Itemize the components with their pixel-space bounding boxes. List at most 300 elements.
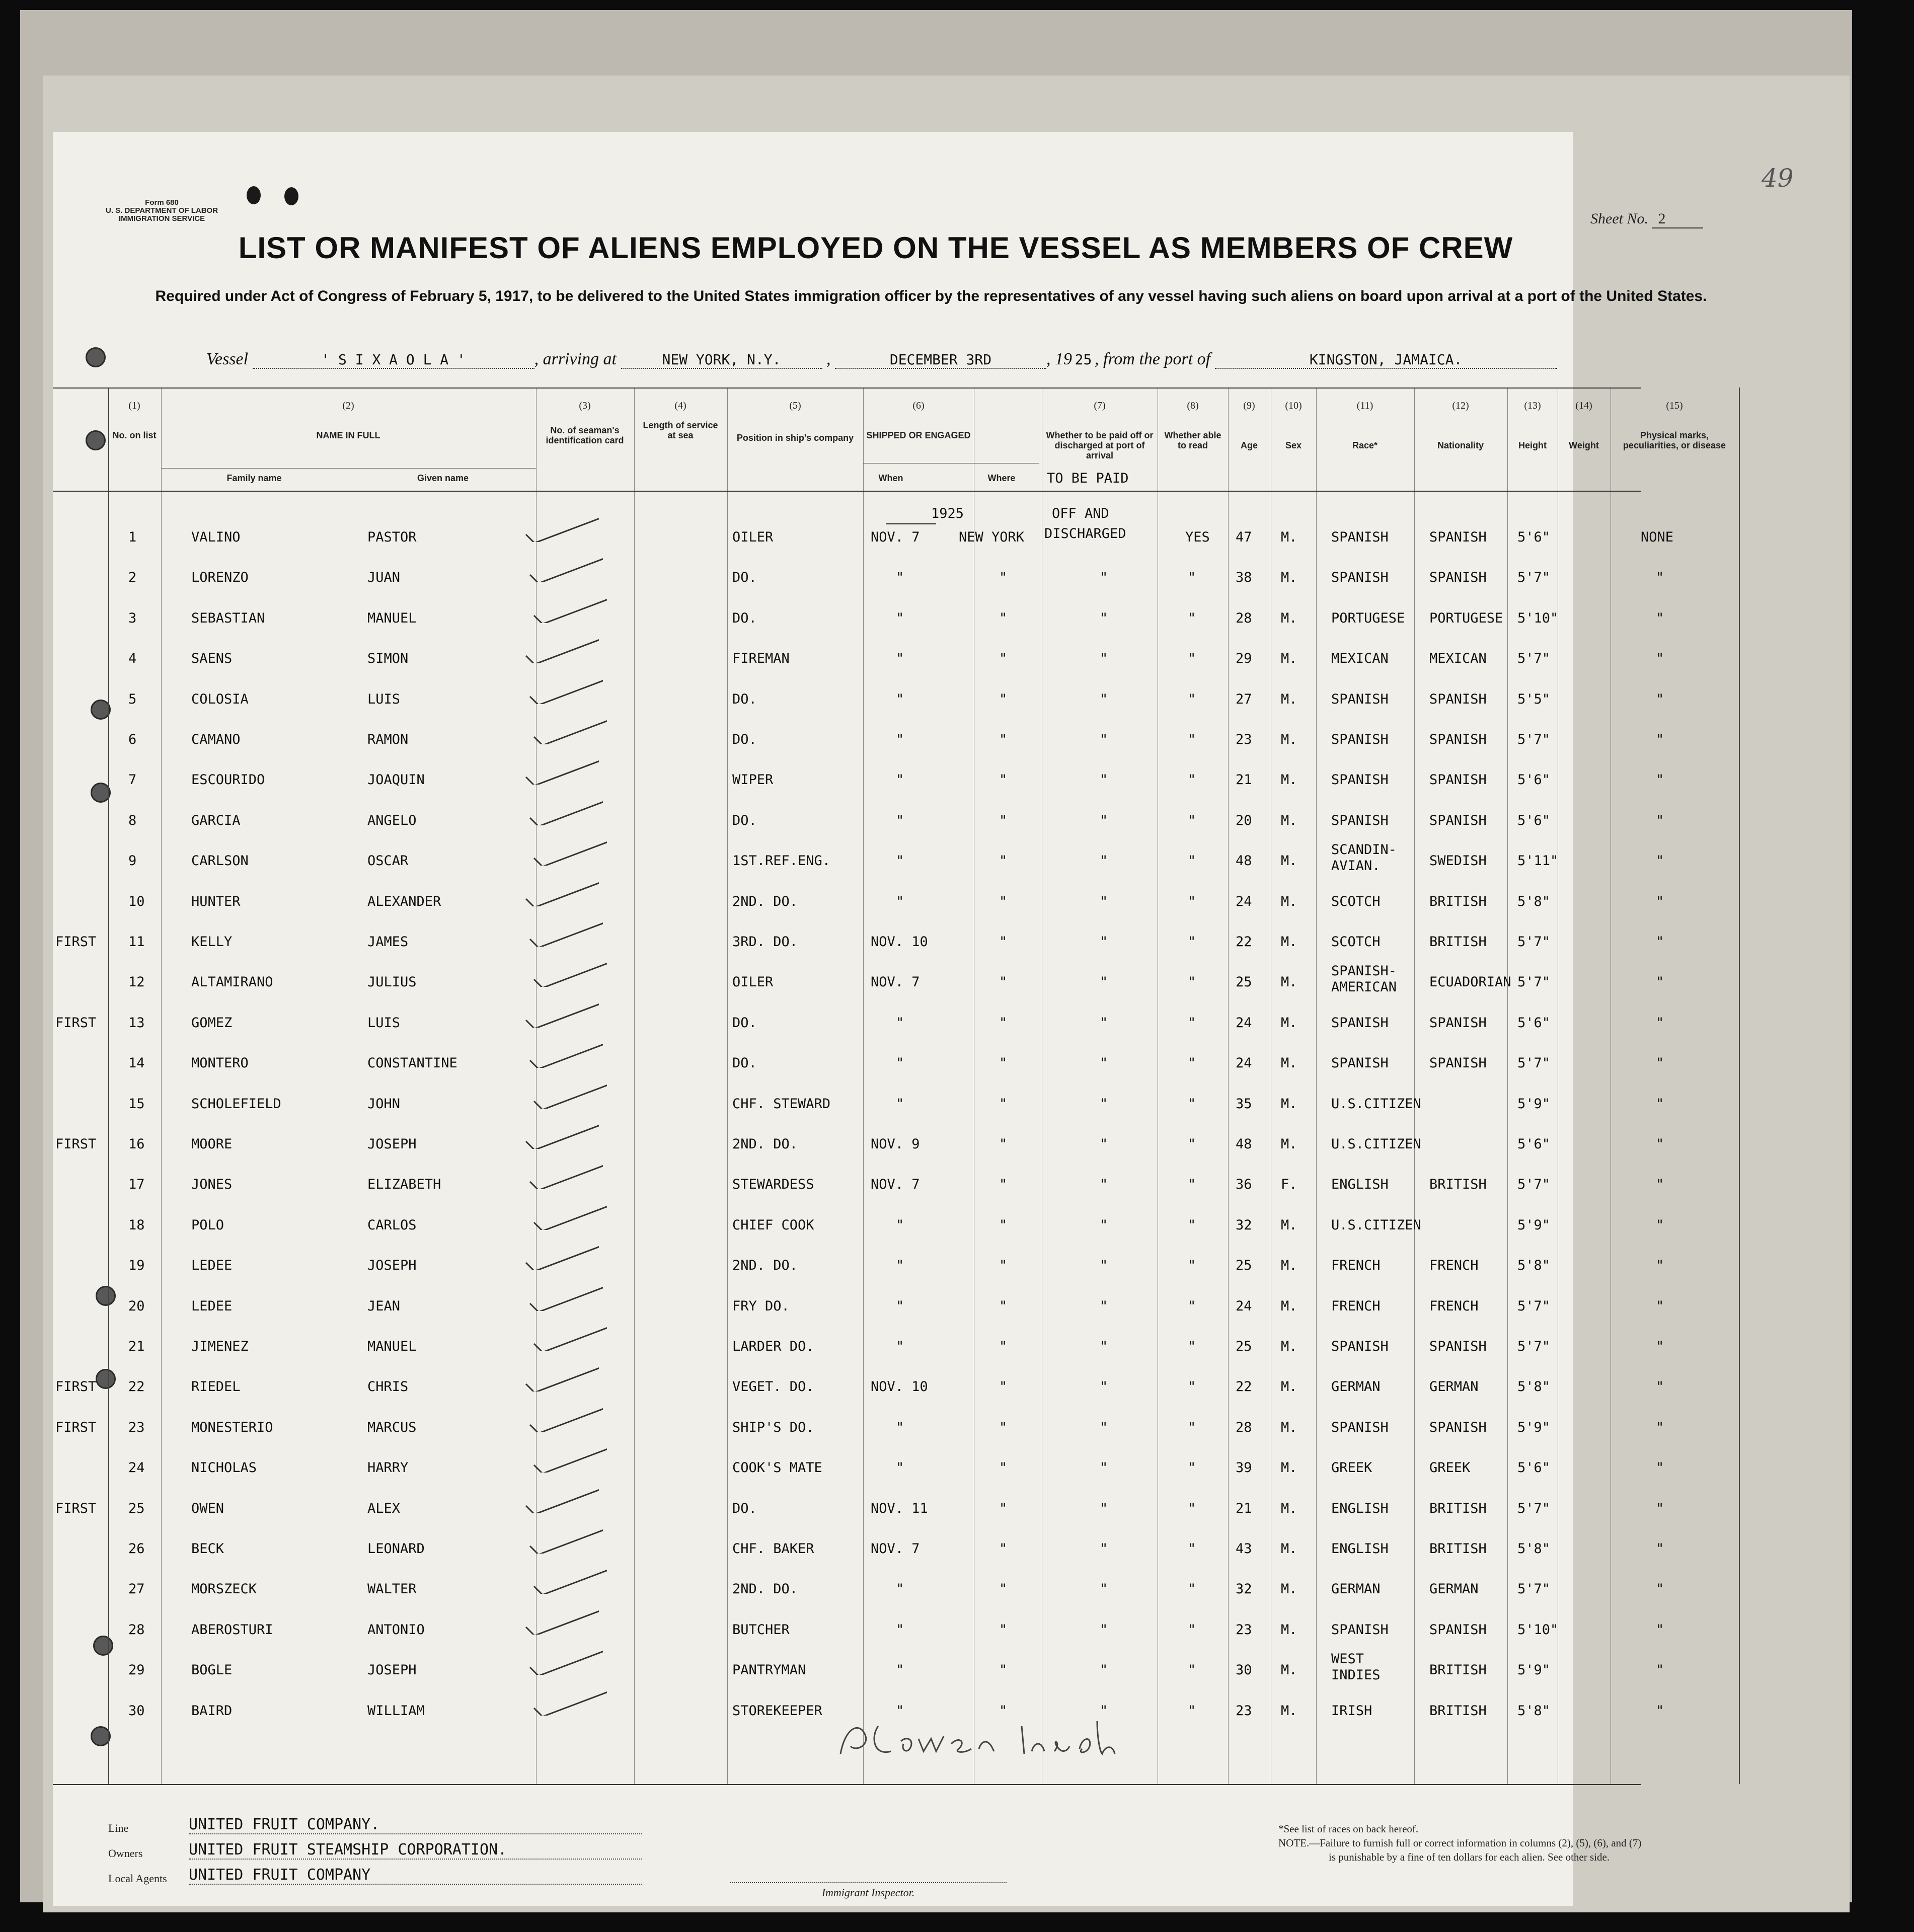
position: SHIP'S DO. xyxy=(732,1420,814,1435)
checkmark-icon xyxy=(531,1321,607,1351)
arrival-port: NEW YORK, N.Y. xyxy=(621,351,822,369)
age: 24 xyxy=(1236,894,1252,909)
table-top-rule xyxy=(53,388,1641,389)
row-number: 15 xyxy=(128,1096,145,1112)
family-name: POLO xyxy=(191,1217,224,1233)
position: COOK'S MATE xyxy=(732,1460,822,1476)
to-be-paid-note: TO BE PAID xyxy=(1047,471,1129,486)
able-to-read: " xyxy=(1188,894,1196,909)
owners-value: UNITED FRUIT STEAMSHIP CORPORATION. xyxy=(189,1841,642,1860)
checkmark-icon xyxy=(523,1361,599,1392)
height: 5'7" xyxy=(1517,934,1551,950)
punch-hole xyxy=(91,700,111,720)
family-name: LORENZO xyxy=(191,570,249,585)
family-name: CAMANO xyxy=(191,732,241,747)
shipped-when: " xyxy=(896,894,904,909)
height: 5'9" xyxy=(1517,1096,1551,1112)
column-header-physical: Physical marks, peculiarities, or disease xyxy=(1623,430,1726,450)
footnote-races: *See list of races on back hereof. xyxy=(1278,1823,1419,1835)
nationality: GREEK xyxy=(1429,1460,1471,1476)
shipped-where: " xyxy=(999,610,1008,626)
page-title: LIST OR MANIFEST OF ALIENS EMPLOYED ON THE VESSEL AS MEMBERS OF CREW xyxy=(238,231,1513,265)
able-to-read: " xyxy=(1188,1015,1196,1031)
age: 25 xyxy=(1236,1339,1252,1354)
physical-marks: NONE xyxy=(1641,529,1674,545)
family-name: ALTAMIRANO xyxy=(191,974,273,990)
nationality: SPANISH xyxy=(1429,772,1487,788)
row-number: 19 xyxy=(128,1258,145,1273)
family-name: GOMEZ xyxy=(191,1015,233,1031)
year-underline xyxy=(886,523,936,524)
checkmark-icon xyxy=(523,512,599,542)
position: VEGET. DO. xyxy=(732,1379,814,1395)
physical-marks: " xyxy=(1656,1581,1664,1597)
age: 38 xyxy=(1236,570,1252,585)
paid-off: " xyxy=(1100,1055,1108,1071)
race: SPANISH xyxy=(1331,1015,1389,1031)
shipped-where: " xyxy=(999,1460,1008,1476)
page-subtitle: Required under Act of Congress of February 5, 1917, to be delivered to the United States immigration officer by the representatives of any vessel having such aliens on board upon arrival at a port of the United States. xyxy=(155,288,1707,304)
sex: M. xyxy=(1281,1420,1297,1435)
sex: M. xyxy=(1281,1015,1297,1031)
given-name: SIMON xyxy=(367,651,409,666)
checkmark-icon xyxy=(527,1281,603,1311)
sheet-number xyxy=(1590,210,1703,228)
shipped-where: " xyxy=(999,1217,1008,1233)
table-column-rule xyxy=(634,388,635,1784)
checkmark-icon xyxy=(527,795,603,825)
family-name: KELLY xyxy=(191,934,233,950)
race: U.S.CITIZEN xyxy=(1331,1136,1421,1152)
able-to-read: " xyxy=(1188,1379,1196,1395)
paid-off: " xyxy=(1100,894,1108,909)
paid-off: " xyxy=(1100,1177,1108,1192)
age: 22 xyxy=(1236,1379,1252,1395)
physical-marks: " xyxy=(1656,1379,1664,1395)
family-name: NICHOLAS xyxy=(191,1460,257,1476)
row-number: 24 xyxy=(128,1460,145,1476)
shipped-when: " xyxy=(896,1015,904,1031)
physical-marks: " xyxy=(1656,1662,1664,1678)
given-name: JOSEPH xyxy=(367,1258,417,1273)
given-name: JOSEPH xyxy=(367,1662,417,1678)
paid-off: " xyxy=(1100,1703,1108,1719)
checkmark-icon xyxy=(531,1078,607,1109)
table-column-rule xyxy=(727,388,728,1784)
vessel-name: ' S I X A O L A ' xyxy=(253,351,534,369)
column-header-able-read: Whether able to read xyxy=(1164,430,1221,450)
race: WEST xyxy=(1331,1651,1364,1667)
shipped-when: NOV. 10 xyxy=(871,1379,928,1395)
family-name: OWEN xyxy=(191,1501,224,1516)
departure-port: KINGSTON, JAMAICA. xyxy=(1215,351,1557,369)
nationality: ECUADORIAN xyxy=(1429,974,1511,990)
arrival-date: DECEMBER 3RD xyxy=(835,351,1046,369)
column-number: (6) xyxy=(912,400,925,411)
sex: M. xyxy=(1281,691,1297,707)
given-name: MANUEL xyxy=(367,1339,417,1354)
position: DO. xyxy=(732,1015,757,1031)
nationality: FRENCH xyxy=(1429,1298,1479,1314)
age: 43 xyxy=(1236,1541,1252,1557)
nationality: FRENCH xyxy=(1429,1258,1479,1273)
given-name: JOSEPH xyxy=(367,1136,417,1152)
agency-header xyxy=(106,199,218,223)
row-number: 11 xyxy=(128,934,145,950)
family-name: BOGLE xyxy=(191,1662,233,1678)
row-number: 2 xyxy=(128,570,137,585)
row-number: 14 xyxy=(128,1055,145,1071)
shipped-when: " xyxy=(896,1298,904,1314)
column-header-race: Race* xyxy=(1352,440,1378,450)
row-number: 17 xyxy=(128,1177,145,1192)
nationality: SPANISH xyxy=(1429,732,1487,747)
nationality: SPANISH xyxy=(1429,1339,1487,1354)
nationality: SPANISH xyxy=(1429,529,1487,545)
sex: M. xyxy=(1281,1662,1297,1678)
shipped-where: " xyxy=(999,1055,1008,1071)
given-name: MANUEL xyxy=(367,610,417,626)
height: 5'7" xyxy=(1517,1501,1551,1516)
shipped-where: " xyxy=(999,1662,1008,1678)
row-number: 22 xyxy=(128,1379,145,1395)
race: ENGLISH xyxy=(1331,1177,1389,1192)
nationality: GERMAN xyxy=(1429,1379,1479,1395)
age: 24 xyxy=(1236,1015,1252,1031)
race: IRISH xyxy=(1331,1703,1372,1719)
shipped-when: NOV. 11 xyxy=(871,1501,928,1516)
sex: M. xyxy=(1281,772,1297,788)
race: SPANISH xyxy=(1331,813,1389,828)
row-number: 26 xyxy=(128,1541,145,1557)
family-name: MONTERO xyxy=(191,1055,249,1071)
shipped-when: " xyxy=(896,1703,904,1719)
position: 2ND. DO. xyxy=(732,1258,798,1273)
physical-marks: " xyxy=(1656,1703,1664,1719)
physical-marks: " xyxy=(1656,1217,1664,1233)
column-header-no-on-list: No. on list xyxy=(112,430,157,440)
year-prefix: , 19 xyxy=(1046,350,1072,368)
name-subheader-rule xyxy=(161,468,536,469)
from-label: , from the port of xyxy=(1095,350,1211,368)
first-class-note: FIRST xyxy=(55,1379,97,1395)
line-label: Line xyxy=(108,1822,129,1834)
shipped-when: " xyxy=(896,1055,904,1071)
sex: M. xyxy=(1281,1501,1297,1516)
column-header-age: Age xyxy=(1240,440,1258,450)
race: FRENCH xyxy=(1331,1298,1381,1314)
age: 48 xyxy=(1236,1136,1252,1152)
race: GREEK xyxy=(1331,1460,1372,1476)
family-name: SAENS xyxy=(191,651,233,666)
position: OILER xyxy=(732,529,774,545)
age: 47 xyxy=(1236,529,1252,545)
race: SPANISH xyxy=(1331,691,1389,707)
shipped-where: " xyxy=(999,1339,1008,1354)
nationality: SPANISH xyxy=(1429,813,1487,828)
row-number: 20 xyxy=(128,1298,145,1314)
sex: M. xyxy=(1281,1136,1297,1152)
able-to-read: " xyxy=(1188,1177,1196,1192)
row-number: 8 xyxy=(128,813,137,828)
height: 5'10" xyxy=(1517,610,1559,626)
position: CHIEF COOK xyxy=(732,1217,814,1233)
sheet-value: 2 xyxy=(1652,210,1703,228)
able-to-read: " xyxy=(1188,934,1196,950)
race: ENGLISH xyxy=(1331,1541,1389,1557)
first-class-note: FIRST xyxy=(55,1136,97,1152)
entry-year: 1925 xyxy=(931,506,964,521)
position: DO. xyxy=(732,570,757,585)
shipped-when: " xyxy=(896,570,904,585)
column-number: (10) xyxy=(1285,400,1302,411)
position: 2ND. DO. xyxy=(732,1136,798,1152)
height: 5'6" xyxy=(1517,1136,1551,1152)
shipped-where: " xyxy=(999,1703,1008,1719)
given-name: JUAN xyxy=(367,570,401,585)
footnote-penalty: NOTE.—Failure to furnish full or correct information in columns (2), (5), (6), and (7) xyxy=(1278,1837,1642,1849)
able-to-read: " xyxy=(1188,1662,1196,1678)
checkmark-icon xyxy=(531,957,607,987)
paid-off: " xyxy=(1100,772,1108,788)
sex: M. xyxy=(1281,813,1297,828)
physical-marks: " xyxy=(1656,934,1664,950)
given-name: CHRIS xyxy=(367,1379,409,1395)
nationality: SWEDISH xyxy=(1429,853,1487,869)
sex: M. xyxy=(1281,1217,1297,1233)
checkmark-icon xyxy=(523,633,599,663)
family-name: COLOSIA xyxy=(191,691,249,707)
nationality: SPANISH xyxy=(1429,1015,1487,1031)
family-name: ABEROSTURI xyxy=(191,1622,273,1638)
physical-marks: " xyxy=(1656,1258,1664,1273)
physical-marks: " xyxy=(1656,732,1664,747)
shipped-when: " xyxy=(896,813,904,828)
given-name: JOHN xyxy=(367,1096,401,1112)
position: DO. xyxy=(732,813,757,828)
sex: M. xyxy=(1281,610,1297,626)
family-name: MORSZECK xyxy=(191,1581,257,1597)
given-name: ALEXANDER xyxy=(367,894,441,909)
position: PANTRYMAN xyxy=(732,1662,806,1678)
position: DO. xyxy=(732,1501,757,1516)
height: 5'7" xyxy=(1517,1581,1551,1597)
given-name: ANTONIO xyxy=(367,1622,425,1638)
given-name: CONSTANTINE xyxy=(367,1055,457,1071)
column-header-name-in-full: NAME IN FULL xyxy=(316,430,380,440)
position: LARDER DO. xyxy=(732,1339,814,1354)
shipped-where: " xyxy=(999,974,1008,990)
physical-marks: " xyxy=(1656,853,1664,869)
physical-marks: " xyxy=(1656,1622,1664,1638)
row-number: 18 xyxy=(128,1217,145,1233)
table-column-rule xyxy=(161,388,162,1784)
given-name: ELIZABETH xyxy=(367,1177,441,1192)
shipped-where: " xyxy=(999,813,1008,828)
column-number: (14) xyxy=(1575,400,1592,411)
ink-blot xyxy=(284,187,298,205)
table-column-rule xyxy=(1507,388,1508,1784)
row-number: 1 xyxy=(128,529,137,545)
race: GERMAN xyxy=(1331,1581,1381,1597)
arrival-year: 25 xyxy=(1075,351,1092,368)
able-to-read: " xyxy=(1188,1298,1196,1314)
sex: M. xyxy=(1281,1055,1297,1071)
checkmark-icon xyxy=(531,714,607,744)
column-header-paid-off: Whether to be paid off or discharged at port of arrival xyxy=(1046,430,1154,460)
checkmark-icon xyxy=(523,1119,599,1149)
able-to-read: " xyxy=(1188,1501,1196,1516)
column-header-height: Height xyxy=(1518,440,1547,450)
column-number: (5) xyxy=(789,400,801,411)
paid-off: " xyxy=(1100,1420,1108,1435)
paid-off: " xyxy=(1100,1136,1108,1152)
sex: M. xyxy=(1281,974,1297,990)
column-number: (15) xyxy=(1666,400,1683,411)
family-name: BAIRD xyxy=(191,1703,233,1719)
able-to-read: " xyxy=(1188,813,1196,828)
checkmark-icon xyxy=(531,1200,607,1230)
sex: M. xyxy=(1281,1581,1297,1597)
able-to-read: " xyxy=(1188,1703,1196,1719)
ink-blot xyxy=(247,186,261,204)
footnote-penalty-cont: is punishable by a fine of ten dollars for each alien. See other side. xyxy=(1329,1851,1610,1863)
sex: M. xyxy=(1281,853,1297,869)
column-header-length-service: Length of service at sea xyxy=(643,420,718,440)
height: 5'6" xyxy=(1517,1460,1551,1476)
sex: M. xyxy=(1281,1096,1297,1112)
paid-off: " xyxy=(1100,1379,1108,1395)
shipped-where: " xyxy=(999,1136,1008,1152)
height: 5'5" xyxy=(1517,691,1551,707)
checkmark-icon xyxy=(523,754,599,785)
given-name: JEAN xyxy=(367,1298,401,1314)
shipped-when: " xyxy=(896,691,904,707)
able-to-read: " xyxy=(1188,1217,1196,1233)
agents-value: UNITED FRUIT COMPANY xyxy=(189,1866,642,1885)
position: 2ND. DO. xyxy=(732,1581,798,1597)
given-name: HARRY xyxy=(367,1460,409,1476)
shipped-when: " xyxy=(896,853,904,869)
physical-marks: " xyxy=(1656,1136,1664,1152)
paid-off: " xyxy=(1100,813,1108,828)
physical-marks: " xyxy=(1656,1055,1664,1071)
punch-hole xyxy=(86,347,106,367)
physical-marks: " xyxy=(1656,813,1664,828)
row-number: 29 xyxy=(128,1662,145,1678)
race: SCOTCH xyxy=(1331,894,1381,909)
paid-off: " xyxy=(1100,1258,1108,1273)
checkmark-icon xyxy=(527,674,603,704)
height: 5'7" xyxy=(1517,974,1551,990)
able-to-read: " xyxy=(1188,570,1196,585)
position: 1ST.REF.ENG. xyxy=(732,853,831,869)
nationality: SPANISH xyxy=(1429,691,1487,707)
race: GERMAN xyxy=(1331,1379,1381,1395)
position: 3RD. DO. xyxy=(732,934,798,950)
shipped-when: " xyxy=(896,1420,904,1435)
nationality: BRITISH xyxy=(1429,894,1487,909)
table-column-rule xyxy=(108,388,109,1784)
paid-off: " xyxy=(1100,1339,1108,1354)
able-to-read: " xyxy=(1188,1136,1196,1152)
punch-hole xyxy=(96,1286,116,1306)
row-number: 5 xyxy=(128,691,137,707)
given-name: PASTOR xyxy=(367,529,417,545)
shipped-when: " xyxy=(896,732,904,747)
nationality: BRITISH xyxy=(1429,1662,1487,1678)
race: U.S.CITIZEN xyxy=(1331,1096,1421,1112)
paid-off: " xyxy=(1100,651,1108,666)
agents-label: Local Agents xyxy=(108,1872,167,1885)
family-name: SEBASTIAN xyxy=(191,610,265,626)
nationality: PORTUGESE xyxy=(1429,610,1503,626)
first-class-note: FIRST xyxy=(55,1015,97,1031)
checkmark-icon xyxy=(527,1159,603,1189)
given-name: LUIS xyxy=(367,1015,401,1031)
shipped-where: " xyxy=(999,1298,1008,1314)
sex: M. xyxy=(1281,651,1297,666)
sex: M. xyxy=(1281,1298,1297,1314)
race: SPANISH xyxy=(1331,1055,1389,1071)
physical-marks: " xyxy=(1656,1420,1664,1435)
able-to-read: YES xyxy=(1185,529,1210,545)
position: CHF. BAKER xyxy=(732,1541,814,1557)
sex: M. xyxy=(1281,1541,1297,1557)
age: 22 xyxy=(1236,934,1252,950)
family-name: LEDEE xyxy=(191,1298,233,1314)
position: DO. xyxy=(732,691,757,707)
paid-off: " xyxy=(1100,691,1108,707)
position: DO. xyxy=(732,610,757,626)
physical-marks: " xyxy=(1656,570,1664,585)
sex: M. xyxy=(1281,1460,1297,1476)
shipped-when: NOV. 9 xyxy=(871,1136,920,1152)
shipped-where: " xyxy=(999,934,1008,950)
height: 5'6" xyxy=(1517,529,1551,545)
family-name: MONESTERIO xyxy=(191,1420,273,1435)
sex: M. xyxy=(1281,1622,1297,1638)
paid-off: " xyxy=(1100,853,1108,869)
position: CHF. STEWARD xyxy=(732,1096,831,1112)
given-name: OSCAR xyxy=(367,853,409,869)
nationality: SPANISH xyxy=(1429,1622,1487,1638)
age: 21 xyxy=(1236,772,1252,788)
height: 5'8" xyxy=(1517,1379,1551,1395)
arriving-label: , arriving at xyxy=(534,350,617,368)
paid-off: " xyxy=(1100,570,1108,585)
family-name: CARLSON xyxy=(191,853,249,869)
shipped-when: " xyxy=(896,1096,904,1112)
nationality: BRITISH xyxy=(1429,1177,1487,1192)
row-number: 7 xyxy=(128,772,137,788)
punch-hole xyxy=(93,1636,113,1656)
race: ENGLISH xyxy=(1331,1501,1389,1516)
height: 5'9" xyxy=(1517,1217,1551,1233)
column-number: (7) xyxy=(1094,400,1106,411)
age: 23 xyxy=(1236,732,1252,747)
age: 28 xyxy=(1236,1420,1252,1435)
punch-hole xyxy=(91,1726,111,1746)
given-name: WILLIAM xyxy=(367,1703,425,1719)
paid-off: " xyxy=(1100,1460,1108,1476)
shipped-when: " xyxy=(896,1460,904,1476)
column-number: (12) xyxy=(1452,400,1469,411)
race-line2: AVIAN. xyxy=(1331,858,1381,874)
age: 24 xyxy=(1236,1055,1252,1071)
paid-off: " xyxy=(1100,1541,1108,1557)
form-number: Form 680 xyxy=(145,198,179,207)
